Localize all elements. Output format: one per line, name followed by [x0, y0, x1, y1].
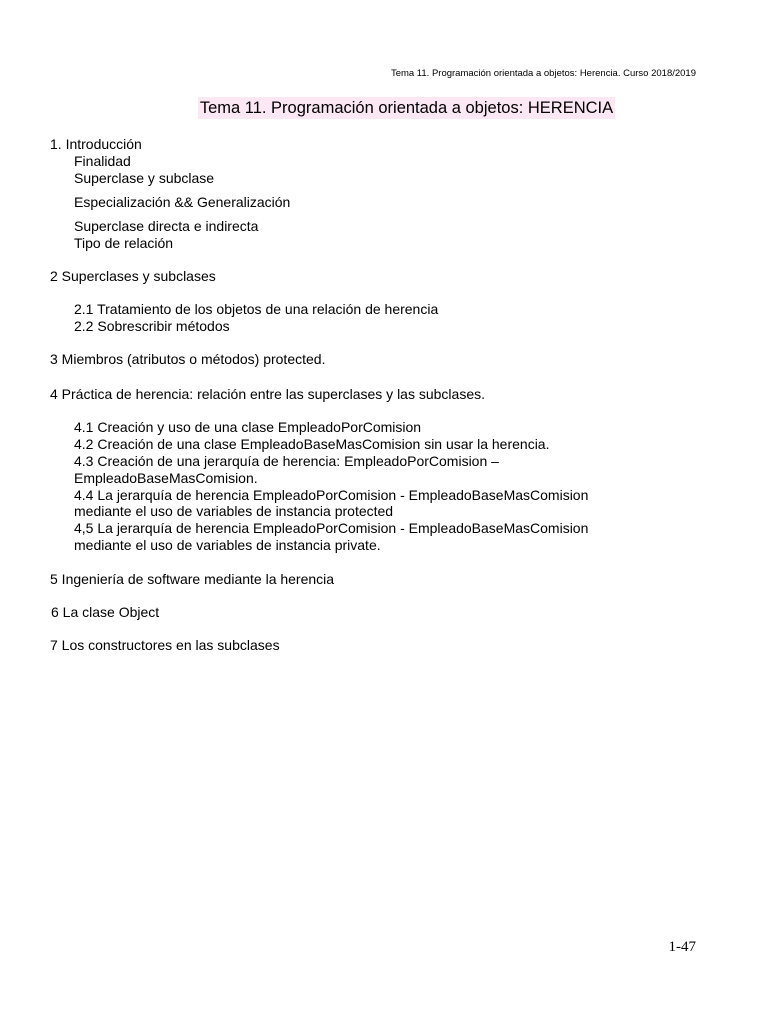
toc-item: Finalidad	[74, 153, 131, 169]
toc-item: 4.4 La jerarquía de herencia EmpleadoPorComision - EmpleadoBaseMasComision	[74, 487, 589, 503]
toc-item: Superclase directa e indirecta	[74, 218, 259, 234]
title-container	[0, 97, 768, 119]
toc-item-continuation: EmpleadoBaseMasComision.	[74, 470, 258, 486]
toc-section-4-heading: 4 Práctica de herencia: relación entre las superclases y las subclases.	[50, 386, 485, 402]
toc-section-3-heading: 3 Miembros (atributos o métodos) protected.	[50, 351, 326, 367]
toc-item: 4.3 Creación de una jerarquía de herencia: EmpleadoPorComision –	[74, 453, 499, 469]
toc-section-5-heading: 5 Ingeniería de software mediante la herencia	[50, 571, 335, 587]
page-number: 1-47	[668, 939, 696, 955]
running-header: Tema 11. Programación orientada a objetos: Herencia. Curso 2018/2019	[390, 68, 696, 79]
toc-section-1-heading: 1. Introducción	[50, 136, 142, 152]
document-title: Tema 11. Programación orientada a objetos: HERENCIA	[199, 99, 614, 117]
toc-section-6-heading: 6 La clase Object	[51, 604, 160, 620]
toc-item: Especialización && Generalización	[74, 194, 291, 210]
toc-item: 2.1 Tratamiento de los objetos de una relación de herencia	[74, 301, 439, 317]
toc-item: Tipo de relación	[74, 235, 174, 251]
toc-item-continuation: mediante el uso de variables de instancia protected	[74, 503, 394, 519]
toc-section-7-heading: 7 Los constructores en las subclases	[50, 637, 280, 653]
toc-item: 2.2 Sobrescribir métodos	[74, 318, 230, 334]
toc-item-continuation: mediante el uso de variables de instancia private.	[74, 537, 381, 553]
toc-section-2-heading: 2 Superclases y subclases	[50, 268, 216, 284]
toc-item: Superclase y subclase	[74, 170, 215, 186]
toc-item: 4.2 Creación de una clase EmpleadoBaseMasComision sin usar la herencia.	[74, 436, 550, 452]
toc-item: 4,5 La jerarquía de herencia EmpleadoPorComision - EmpleadoBaseMasComision	[74, 520, 589, 536]
toc-item: 4.1 Creación y uso de una clase EmpleadoPorComision	[74, 419, 422, 435]
